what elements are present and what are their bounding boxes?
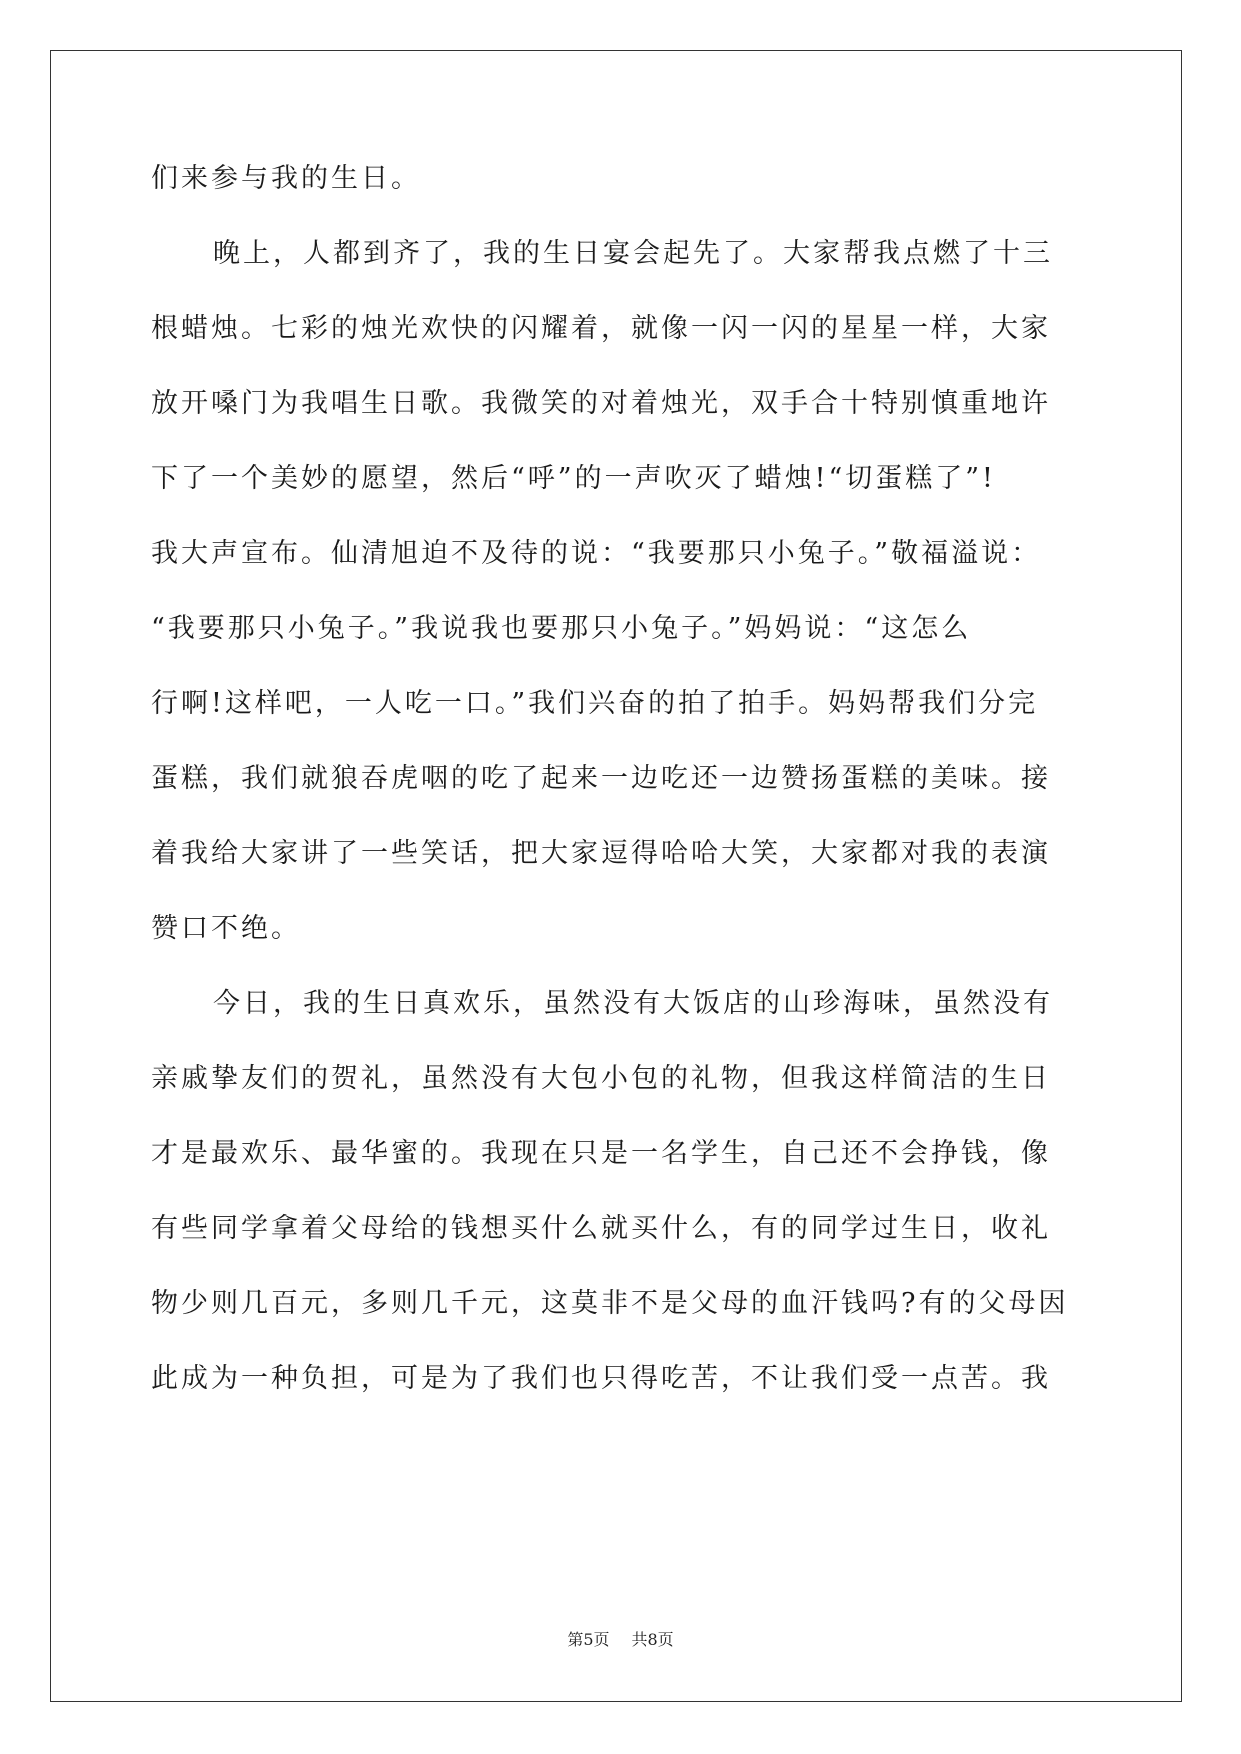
text-line: 蛋糕，我们就狼吞虎咽的吃了起来一边吃还一边赞扬蛋糕的美味。接 bbox=[151, 763, 1051, 794]
text-line: 放开嗓门为我唱生日歌。我微笑的对着烛光，双手合十特别慎重地许 bbox=[151, 388, 1051, 419]
document-body bbox=[151, 158, 1091, 1433]
text-line: 们来参与我的生日。 bbox=[151, 163, 421, 194]
paragraph-start-line: 今日，我的生日真欢乐，虽然没有大饭店的山珍海味，虽然没有 bbox=[213, 988, 1053, 1019]
text-line: 亲戚挚友们的贺礼，虽然没有大包小包的礼物，但我这样简洁的生日 bbox=[151, 1063, 1051, 1094]
paragraph-start-line: 晚上，人都到齐了，我的生日宴会起先了。大家帮我点燃了十三 bbox=[213, 238, 1053, 269]
text-line: 有些同学拿着父母给的钱想买什么就买什么，有的同学过生日，收礼 bbox=[151, 1213, 1051, 1244]
text-line: 物少则几百元，多则几千元，这莫非不是父母的血汗钱吗?有的父母因 bbox=[151, 1288, 1069, 1319]
text-line: 行啊!这样吧，一人吃一口。”我们兴奋的拍了拍手。妈妈帮我们分完 bbox=[151, 688, 1039, 719]
page-footer bbox=[0, 1627, 1241, 1650]
page-number: 第5页 bbox=[567, 1630, 610, 1649]
text-line: 着我给大家讲了一些笑话，把大家逗得哈哈大笑，大家都对我的表演 bbox=[151, 838, 1051, 869]
text-line: 下了一个美妙的愿望，然后“呼”的一声吹灭了蜡烛!“切蛋糕了”! bbox=[151, 463, 996, 494]
text-line: 才是最欢乐、最华蜜的。我现在只是一名学生，自己还不会挣钱，像 bbox=[151, 1138, 1051, 1169]
text-line: 我大声宣布。仙清旭迫不及待的说：“我要那只小兔子。”敬福溢说： bbox=[151, 538, 1042, 569]
text-line: 赞口不绝。 bbox=[151, 913, 301, 944]
text-line: 根蜡烛。七彩的烛光欢快的闪耀着，就像一闪一闪的星星一样，大家 bbox=[151, 313, 1051, 344]
text-line: “我要那只小兔子。”我说我也要那只小兔子。”妈妈说：“这怎么 bbox=[151, 613, 972, 644]
text-line: 此成为一种负担，可是为了我们也只得吃苦，不让我们受一点苦。我 bbox=[151, 1363, 1051, 1394]
page-total: 共8页 bbox=[631, 1630, 674, 1649]
